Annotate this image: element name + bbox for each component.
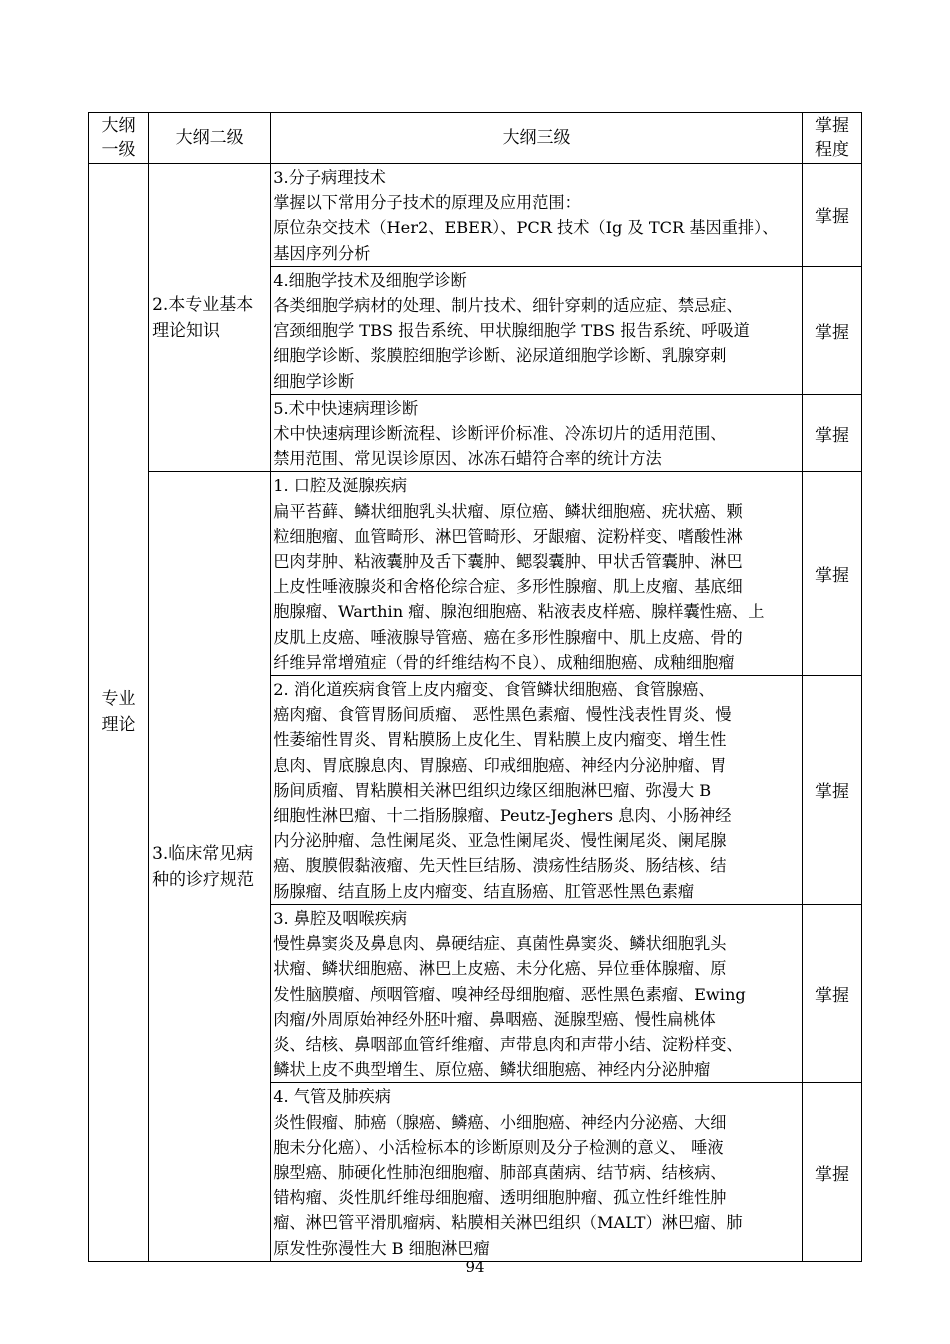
- level3-line: 1. 口腔及涎腺疾病: [273, 476, 408, 496]
- syllabus-table: [88, 112, 862, 1262]
- mastery-cell: 掌握: [802, 676, 861, 905]
- level3-line: 鳞状上皮不典型增生、原位癌、鳞状细胞癌、神经内分泌肿瘤: [273, 1060, 711, 1080]
- page-number: 94: [465, 1258, 485, 1276]
- level3-line: 2. 消化道疾病食管上皮内瘤变、食管鳞状细胞癌、食管腺癌、: [273, 680, 715, 700]
- table-row: [89, 472, 862, 676]
- level3-line: 掌握以下常用分子技术的原理及应用范围：: [273, 193, 581, 213]
- level3-line: 炎性假瘤、肺癌（腺癌、鳞癌、小细胞癌、神经内分泌癌、大细: [273, 1112, 727, 1132]
- level3-cell: [271, 164, 803, 267]
- level3-line: 4. 气管及肺疾病: [273, 1087, 391, 1107]
- level3-cell: [271, 676, 803, 905]
- level3-line: 巴肉芽肿、粘液囊肿及舌下囊肿、鳃裂囊肿、甲状舌管囊肿、淋巴: [273, 552, 743, 572]
- level3-line: 扁平苔藓、鳞状细胞乳头状瘤、原位癌、鳞状细胞癌、疣状癌、颗: [273, 501, 743, 521]
- level3-line: 术中快速病理诊断流程、诊断评价标准、冷冻切片的适用范围、: [273, 424, 727, 444]
- level3-line: 发性脑膜瘤、颅咽管瘤、嗅神经母细胞瘤、恶性黑色素瘤、Ewing: [273, 984, 746, 1004]
- level3-cell: [271, 904, 803, 1082]
- level3-line: 基因序列分析: [273, 243, 371, 263]
- header-mastery: 掌握 程度: [802, 113, 861, 164]
- level3-line: 宫颈细胞学 TBS 报告系统、甲状腺细胞学 TBS 报告系统、呼吸道: [273, 321, 750, 341]
- level3-line: 慢性鼻窦炎及鼻息肉、鼻硬结症、真菌性鼻窦炎、鳞状细胞乳头: [273, 934, 727, 954]
- mastery-cell: 掌握: [802, 904, 861, 1082]
- header-level3: 大纲三级: [271, 113, 803, 164]
- level3-cell: [271, 472, 803, 676]
- level3-line: 状瘤、鳞状细胞癌、淋巴上皮癌、未分化癌、异位垂体腺瘤、原: [273, 959, 727, 979]
- level3-line: 4.细胞学技术及细胞学诊断: [273, 270, 467, 290]
- level3-line: 癌肉瘤、食管胃肠间质瘤、 恶性黑色素瘤、慢性浅表性胃炎、慢: [273, 705, 732, 725]
- level3-line: 5.术中快速病理诊断: [273, 398, 419, 418]
- level3-cell: [271, 266, 803, 394]
- level3-line: 错构瘤、炎性肌纤维母细胞瘤、透明细胞肿瘤、孤立性纤维性肿: [273, 1188, 727, 1208]
- level3-line: 3. 鼻腔及咽喉疾病: [273, 908, 408, 928]
- level3-line: 粒细胞瘤、血管畸形、淋巴管畸形、牙龈瘤、淀粉样变、嗜酸性淋: [273, 526, 743, 546]
- level3-line: 性萎缩性胃炎、胃粘膜肠上皮化生、胃粘膜上皮内瘤变、增生性: [273, 730, 727, 750]
- level3-line: 炎、结核、鼻咽部血管纤维瘤、声带息肉和声带小结、淀粉样变、: [273, 1034, 743, 1054]
- level3-line: 皮肌上皮癌、唾液腺导管癌、癌在多形性腺瘤中、肌上皮癌、骨的: [273, 627, 743, 647]
- level3-line: 肠间质瘤、胃粘膜相关淋巴组织边缘区细胞淋巴瘤、弥漫大 B: [273, 780, 712, 800]
- level3-line: 肠腺瘤、结直肠上皮内瘤变、结直肠癌、肛管恶性黑色素瘤: [273, 881, 695, 901]
- level3-line: 瘤、淋巴管平滑肌瘤病、粘膜相关淋巴组织（MALT）淋巴瘤、肺: [273, 1213, 743, 1233]
- level3-line: 癌、腹膜假黏液瘤、先天性巨结肠、溃疡性结肠炎、肠结核、结: [273, 856, 727, 876]
- level3-line: 禁用范围、常见误诊原因、冰冻石蜡符合率的统计方法: [273, 449, 662, 469]
- level3-line: 细胞性淋巴瘤、十二指肠腺瘤、Peutz-Jeghers 息肉、小肠神经: [273, 806, 732, 826]
- mastery-cell: 掌握: [802, 164, 861, 267]
- level3-line: 各类细胞学病材的处理、制片技术、细针穿刺的适应症、禁忌症、: [273, 296, 743, 316]
- level3-line: 纤维异常增殖症（骨的纤维结构不良）、成釉细胞癌、成釉细胞瘤: [273, 652, 735, 672]
- level3-line: 原位杂交技术（Her2、EBER）、PCR 技术（Ig 及 TCR 基因重排）、: [273, 218, 779, 238]
- mastery-cell: 掌握: [802, 472, 861, 676]
- level3-line: 3.分子病理技术: [273, 168, 386, 187]
- level3-cell: [271, 394, 803, 472]
- level3-line: 细胞学诊断: [273, 371, 355, 391]
- level2-cell: 2.本专业基本 理论知识: [149, 164, 271, 472]
- level3-line: 腺型癌、肺硬化性肺泡细胞瘤、肺部真菌病、结节病、结核病、: [273, 1162, 727, 1182]
- header-row: [89, 113, 862, 164]
- level3-line: 胞腺瘤、Warthin 瘤、腺泡细胞癌、粘液表皮样癌、腺样囊性癌、上: [273, 602, 765, 622]
- level2-cell: 3.临床常见病 种的诊疗规范: [149, 472, 271, 1261]
- level1-cell: 专业 理论: [89, 164, 149, 1262]
- level3-cell: [271, 1083, 803, 1261]
- level3-line: 内分泌肿瘤、急性阑尾炎、亚急性阑尾炎、慢性阑尾炎、阑尾腺: [273, 831, 727, 851]
- level3-line: 肉瘤/外周原始神经外胚叶瘤、鼻咽癌、涎腺型癌、慢性扁桃体: [273, 1009, 716, 1029]
- mastery-cell: 掌握: [802, 394, 861, 472]
- mastery-cell: 掌握: [802, 1083, 861, 1261]
- level3-line: 胞未分化癌）、小活检标本的诊断原则及分子检测的意义、 唾液: [273, 1137, 724, 1157]
- mastery-cell: 掌握: [802, 266, 861, 394]
- level3-line: 上皮性唾液腺炎和舍格伦综合症、多形性腺瘤、肌上皮瘤、基底细: [273, 577, 743, 597]
- level3-line: 原发性弥漫性大 B 细胞淋巴瘤: [273, 1238, 490, 1258]
- level3-line: 细胞学诊断、浆膜腔细胞学诊断、泌尿道细胞学诊断、乳腺穿刺: [273, 346, 727, 366]
- header-level1: 大纲 一级: [89, 113, 149, 164]
- table-row: [89, 164, 862, 267]
- header-level2: 大纲二级: [149, 113, 271, 164]
- level3-line: 息肉、胃底腺息肉、胃腺癌、印戒细胞癌、神经内分泌肿瘤、胃: [273, 755, 727, 775]
